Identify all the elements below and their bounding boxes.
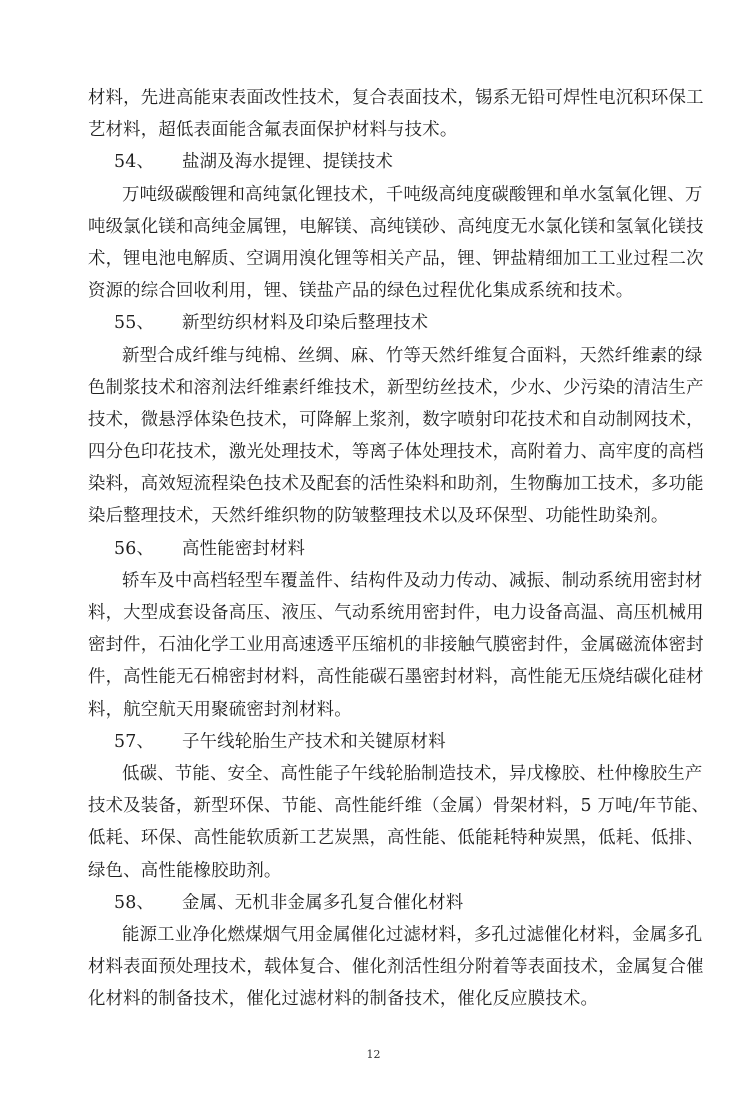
section-heading xyxy=(88,307,655,339)
text-line: 化材料的制备技术，催化过滤材料的制备技术，催化反应膜技术。 xyxy=(88,989,599,1010)
text-line: 术，锂电池电解质、空调用溴化锂等相关产品，锂、钾盐精细加工工业过程二次 xyxy=(88,248,704,269)
text-line: 轿车及中高档轻型车覆盖件、结构件及动力传动、减振、制动系统用密封材 xyxy=(122,570,703,591)
text-line: 材料表面预处理技术，载体复合、催化剂活性组分附着等表面技术，金属复合催 xyxy=(88,957,704,978)
section-56 xyxy=(88,533,704,726)
section-number: 54、 xyxy=(114,152,155,173)
section-title: 子午线轮胎生产技术和关键原材料 xyxy=(182,731,446,752)
text-line: 能源工业净化燃煤烟气用金属催化过滤材料，多孔过滤催化材料，金属多孔 xyxy=(122,924,703,945)
section-57 xyxy=(88,726,710,887)
text-line: 新型合成纤维与纯棉、丝绸、麻、竹等天然纤维复合面料，天然纤维素的绿 xyxy=(122,345,703,366)
text-line: 料，航空航天用聚硫密封剂材料。 xyxy=(88,699,352,720)
section-55 xyxy=(88,307,704,532)
text-line: 绿色、高性能橡胶助剂。 xyxy=(88,860,282,881)
text-line: 件，高性能无石棉密封材料，高性能碳石墨密封材料，高性能无压烧结碳化硅材 xyxy=(88,667,704,688)
section-heading xyxy=(88,887,655,919)
section-number: 55、 xyxy=(114,313,155,334)
text-line: 染料，高效短流程染色技术及配套的活性染料和助剂，生物酶加工技术，多功能 xyxy=(88,474,704,495)
section-title: 盐湖及海水提锂、提镁技术 xyxy=(182,152,394,173)
section-number: 57、 xyxy=(114,731,155,752)
section-heading xyxy=(88,146,655,178)
text-line: 低碳、节能、安全、高性能子午线轮胎制造技术，异戊橡胶、杜仲橡胶生产 xyxy=(122,763,703,784)
text-line: 技术，微悬浮体染色技术，可降解上浆剂，数字喷射印花技术和自动制网技术， xyxy=(88,409,704,430)
text-line: 低耗、环保、高性能软质新工艺炭黑，高性能、低能耗特种炭黑，低耗、低排、 xyxy=(88,828,704,849)
text-line: 料，大型成套设备高压、液压、气动系统用密封件，电力设备高温、高压机械用 xyxy=(88,603,704,623)
text-line: 技术及装备，新型环保、节能、高性能纤维（金属）骨架材料，5 万吨/年节能、 xyxy=(88,796,710,817)
text-line: 资源的综合回收利用，锂、镁盐产品的绿色过程优化集成系统和技术。 xyxy=(88,281,634,302)
text-line: 材料，先进高能束表面改性技术，复合表面技术，锡系无铅可焊性电沉积环保工 xyxy=(88,88,704,108)
section-number: 58、 xyxy=(114,892,155,913)
section-title: 高性能密封材料 xyxy=(182,538,306,559)
section-heading xyxy=(88,726,655,758)
section-58 xyxy=(88,887,704,1016)
page-number: 12 xyxy=(366,1048,381,1061)
text-line: 染后整理技术，天然纤维织物的防皱整理技术以及环保型、功能性助染剂。 xyxy=(88,506,669,527)
text-line: 万吨级碳酸锂和高纯氯化锂技术，千吨级高纯度碳酸锂和单水氢氧化锂、万 xyxy=(122,184,703,205)
text-line: 密封件，石油化学工业用高速透平压缩机的非接触气膜密封件，金属磁流体密封 xyxy=(88,635,704,656)
section-title: 金属、无机非金属多孔复合催化材料 xyxy=(182,892,464,913)
section-heading xyxy=(88,533,655,565)
text-line: 吨级氯化镁和高纯金属锂，电解镁、高纯镁砂、高纯度无水氯化镁和氢氧化镁技 xyxy=(88,216,704,237)
text-line: 色制浆技术和溶剂法纤维素纤维技术，新型纺丝技术，少水、少污染的清洁生产 xyxy=(88,377,704,398)
section-number: 56、 xyxy=(114,538,155,559)
text-line: 四分色印花技术，激光处理技术，等离子体处理技术，高附着力、高牢度的高档 xyxy=(88,442,704,463)
intro-paragraph xyxy=(88,82,704,146)
text-line: 艺材料，超低表面能含氟表面保护材料与技术。 xyxy=(88,120,458,141)
section-54 xyxy=(88,146,704,307)
section-title: 新型纺织材料及印染后整理技术 xyxy=(182,313,429,334)
